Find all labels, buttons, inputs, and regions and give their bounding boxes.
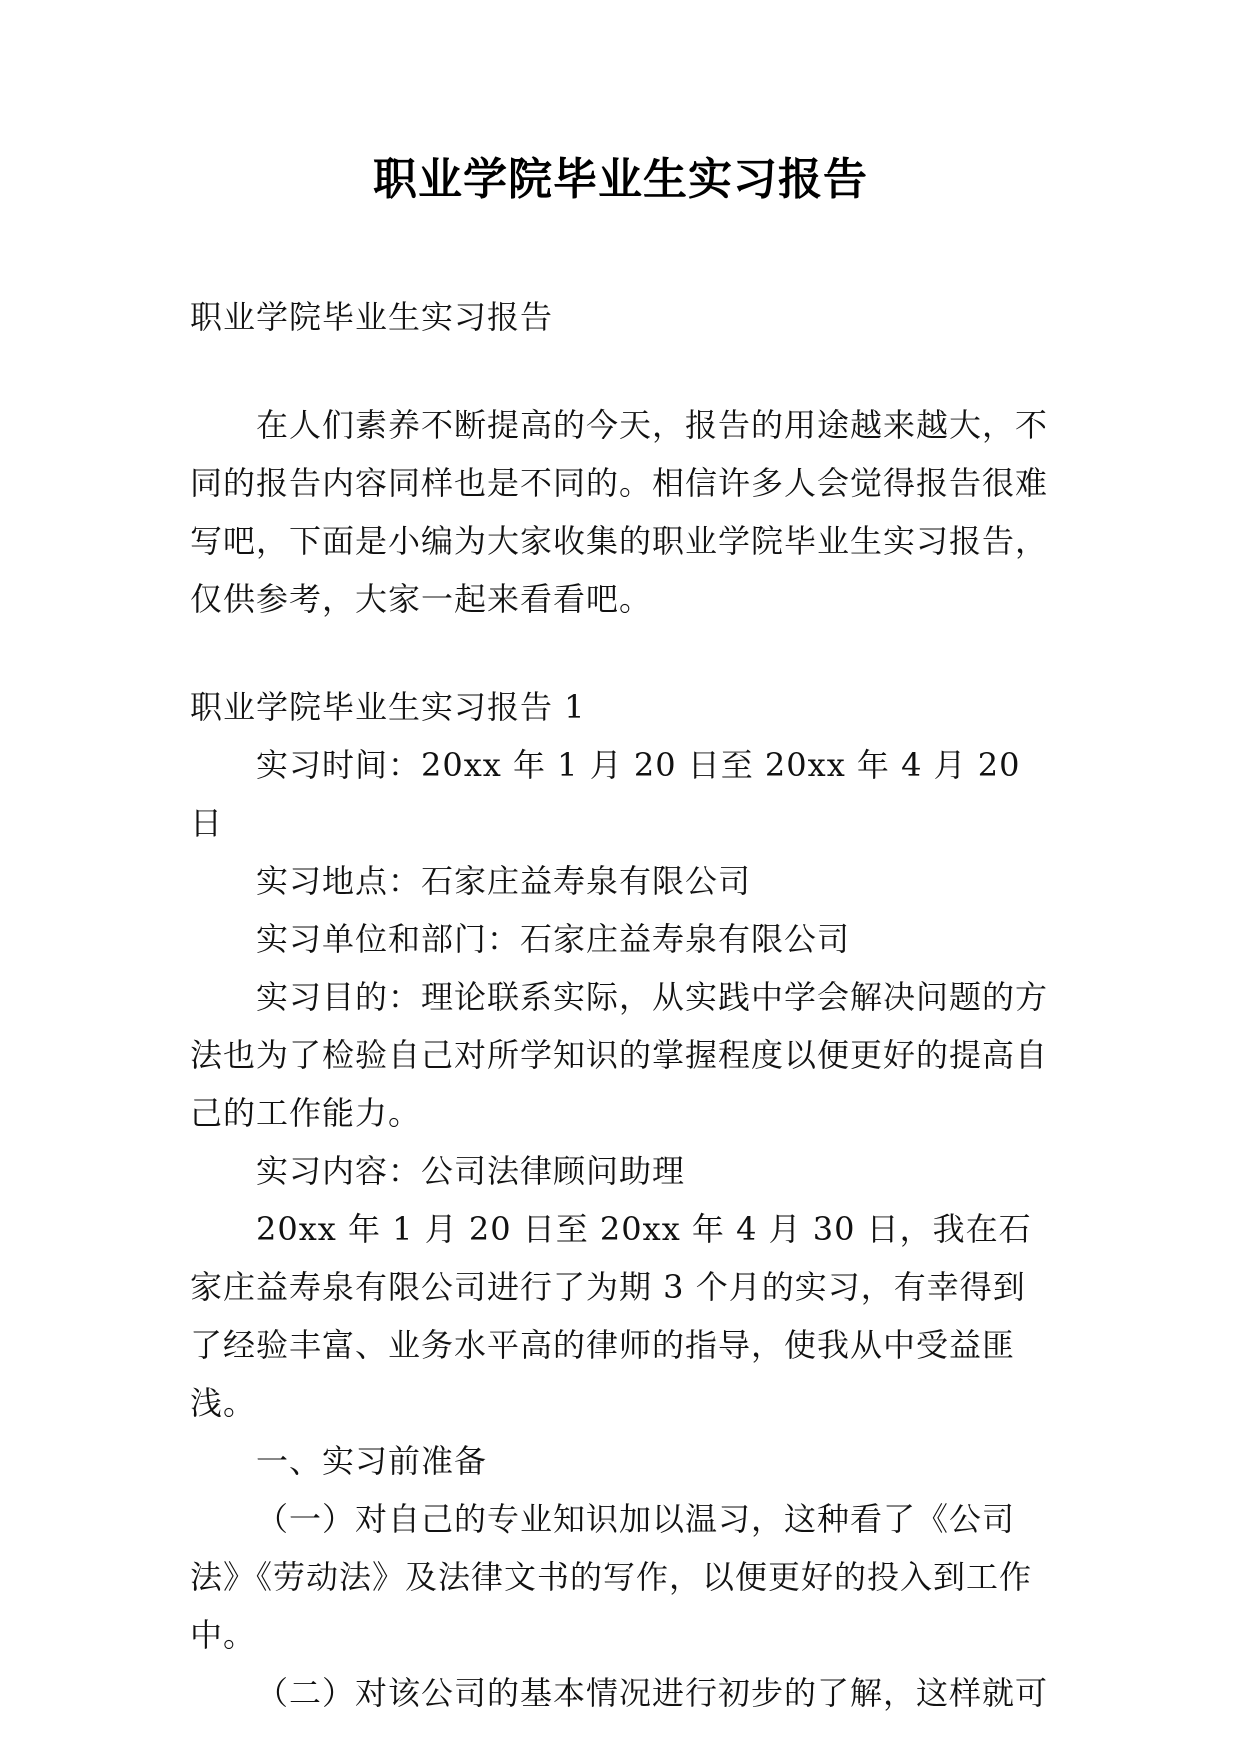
section-heading: 职业学院毕业生实习报告 1 [190, 688, 586, 726]
intro-paragraph: 在人们素养不断提高的今天，报告的用途越来越大，不同的报告内容同样也是不同的。相信许多人会觉得报告很难写吧，下面是小编为大家收集的职业学院毕业生实习报告，仅供参考，大家一起来看看吧。 [190, 406, 1049, 618]
preparation-heading: 一、实习前准备 [256, 1442, 488, 1480]
internship-purpose: 实习目的：理论联系实际，从实践中学会解决问题的方法也为了检验自己对所学知识的掌握程度以便更好的提高自己的工作能力。 [190, 978, 1049, 1132]
document-body [190, 288, 1050, 1722]
internship-unit: 实习单位和部门：石家庄益寿泉有限公司 [256, 920, 851, 958]
subtitle-paragraph: 职业学院毕业生实习报告 [190, 298, 554, 336]
preparation-item-2: （二）对该公司的基本情况进行初步的了解，这样就可 [256, 1674, 1049, 1712]
document-title: 职业学院毕业生实习报告 [373, 154, 868, 205]
internship-location: 实习地点：石家庄益寿泉有限公司 [256, 862, 752, 900]
preparation-item-1: （一）对自己的专业知识加以温习，这种看了《公司法》《劳动法》及法律文书的写作，以便更好的投入到工作中。 [190, 1500, 1033, 1654]
internship-time: 实习时间：20xx 年 1 月 20 日至 20xx 年 4 月 20 日 [190, 746, 1021, 842]
internship-content: 实习内容：公司法律顾问助理 [256, 1152, 686, 1190]
internship-summary: 20xx 年 1 月 20 日至 20xx 年 4 月 30 日，我在石家庄益寿泉有限公司进行了为期 3 个月的实习，有幸得到了经验丰富、业务水平高的律师的指导，使我从中受益匪浅。 [190, 1210, 1032, 1422]
